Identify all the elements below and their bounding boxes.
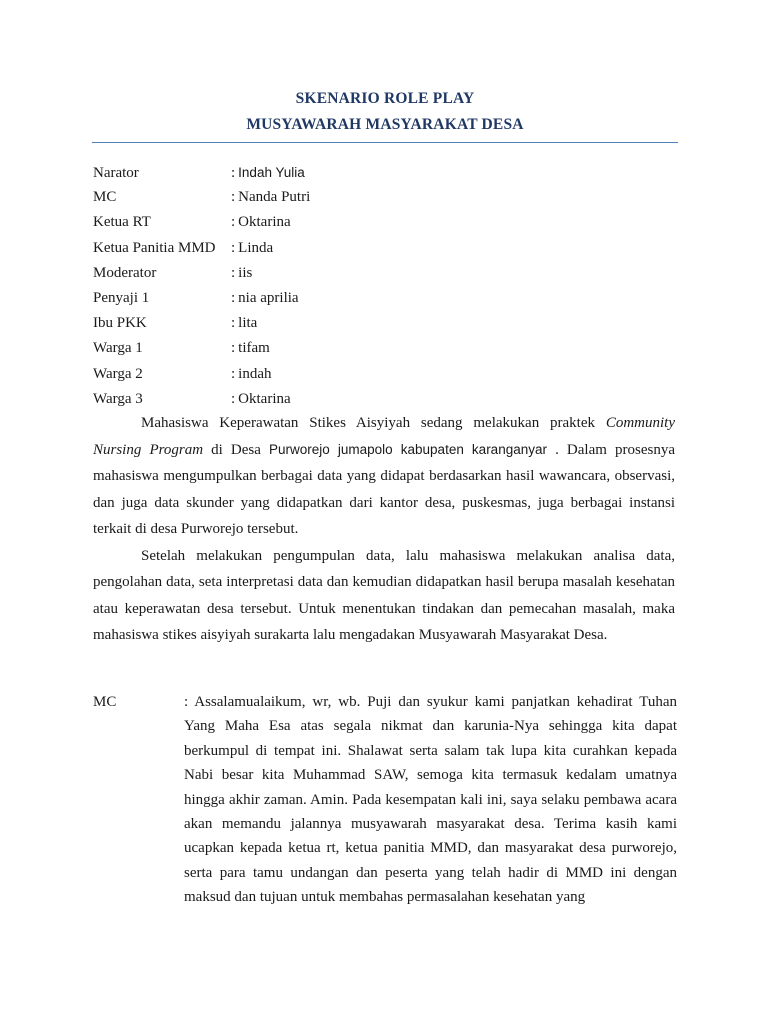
cast-separator: : [231, 289, 236, 306]
cast-separator: : [231, 340, 236, 357]
narrative-section [93, 410, 675, 649]
paragraph-text: . Dalam prosesnya mahasiswa mengumpulkan berbagai data yang didapat berdasarkan hasil wawancara, observasi, dan juga data skunder yang didapatkan dari kantor desa, puskesmas, juga berbagai instansi terkait di desa Purworejo tersebut. [93, 441, 675, 537]
cast-name: Oktarina [238, 390, 291, 407]
dialogue-entry [93, 690, 677, 910]
cast-role: Warga 2 [93, 365, 143, 382]
dialogue-section [93, 690, 677, 910]
cast-row-ketua-rt [93, 210, 679, 235]
title-line-2: MUSYAWARAH MASYARAKAT DESA [246, 116, 524, 133]
cast-separator: : [231, 165, 236, 181]
cast-role: Ketua Panitia MMD [93, 239, 216, 256]
cast-list [93, 160, 679, 412]
cast-role: Ibu PKK [93, 315, 147, 332]
cast-row-narator [93, 160, 679, 185]
title-line-1: SKENARIO ROLE PLAY [295, 90, 475, 107]
cast-name: Linda [238, 239, 274, 256]
cast-row-ibu-pkk [93, 311, 679, 336]
cast-role: Penyaji 1 [93, 289, 150, 306]
document-title [92, 86, 678, 138]
cast-row-warga-3 [93, 387, 679, 412]
cast-name: Nanda Putri [238, 189, 311, 206]
cast-row-warga-1 [93, 336, 679, 361]
cast-role: Warga 3 [93, 390, 143, 407]
cast-separator: : [231, 264, 236, 281]
village-name: Purworejo jumapolo kabupaten karanganyar [269, 441, 547, 457]
cast-name: lita [238, 315, 258, 332]
cast-role: Ketua RT [93, 214, 151, 231]
cast-separator: : [231, 189, 236, 206]
cast-name: indah [238, 365, 272, 382]
paragraph-text: Mahasiswa Keperawatan Stikes Aisyiyah sedang melakukan praktek [141, 415, 606, 431]
cast-separator: : [231, 390, 236, 407]
cast-name: Indah Yulia [238, 165, 305, 180]
cast-name: Oktarina [238, 214, 291, 231]
cast-name: iis [238, 264, 253, 281]
cast-separator: : [231, 239, 236, 256]
paragraph-intro [93, 410, 675, 543]
title-divider [92, 142, 678, 143]
paragraph-text: di Desa [203, 441, 270, 458]
cast-separator: : [231, 315, 236, 332]
cast-role: Warga 1 [93, 340, 143, 357]
dialogue-speaker: MC [93, 694, 117, 710]
cast-role: MC [93, 189, 117, 206]
cast-row-mc [93, 185, 679, 210]
cast-separator: : [231, 214, 236, 231]
cast-role: Narator [93, 165, 139, 181]
cast-role: Moderator [93, 264, 157, 281]
cast-row-ketua-panitia [93, 236, 679, 261]
cast-row-warga-2 [93, 362, 679, 387]
paragraph-analysis: Setelah melakukan pengumpulan data, lalu mahasiswa melakukan analisa data, pengolahan data, seta interpretasi data dan kemudian didapatkan hasil berupa masalah kesehatan atau keperawatan desa tersebut. Untuk menentukan tindakan dan pemecahan masalah, maka mahasiswa stikes aisyiyah surakarta lalu mengadakan Musyawarah Masyarakat Desa. [93, 547, 675, 643]
cast-separator: : [231, 365, 236, 382]
cast-name: nia aprilia [238, 289, 299, 306]
cast-name: tifam [238, 340, 270, 357]
cast-row-moderator [93, 261, 679, 286]
cast-row-penyaji [93, 286, 679, 311]
program-name: Community Nursing Program [93, 415, 675, 458]
dialogue-text: : Assalamualaikum, wr, wb. Puji dan syukur kami panjatkan kehadirat Tuhan Yang Maha Esa atas segala nikmat dan karunia-Nya sehingga kita dapat berkumpul di tempat ini. Shalawat serta salam tak lupa kita curahkan kepada Nabi besar kita Muhammad SAW, semoga kita termasuk kedalam umatnya hingga akhir zaman. Amin. Pada kesempatan kali ini, saya selaku pembawa acara akan memandu jalannya musyawarah masyarakat desa. Terima kasih kami ucapkan kepada ketua rt, ketua panitia MMD, dan masyarakat desa purworejo, serta para tamu undangan dan peserta yang telah hadir di MMD ini dengan maksud dan tujuan untuk membahas permasalahan kesehatan yang [184, 694, 677, 906]
